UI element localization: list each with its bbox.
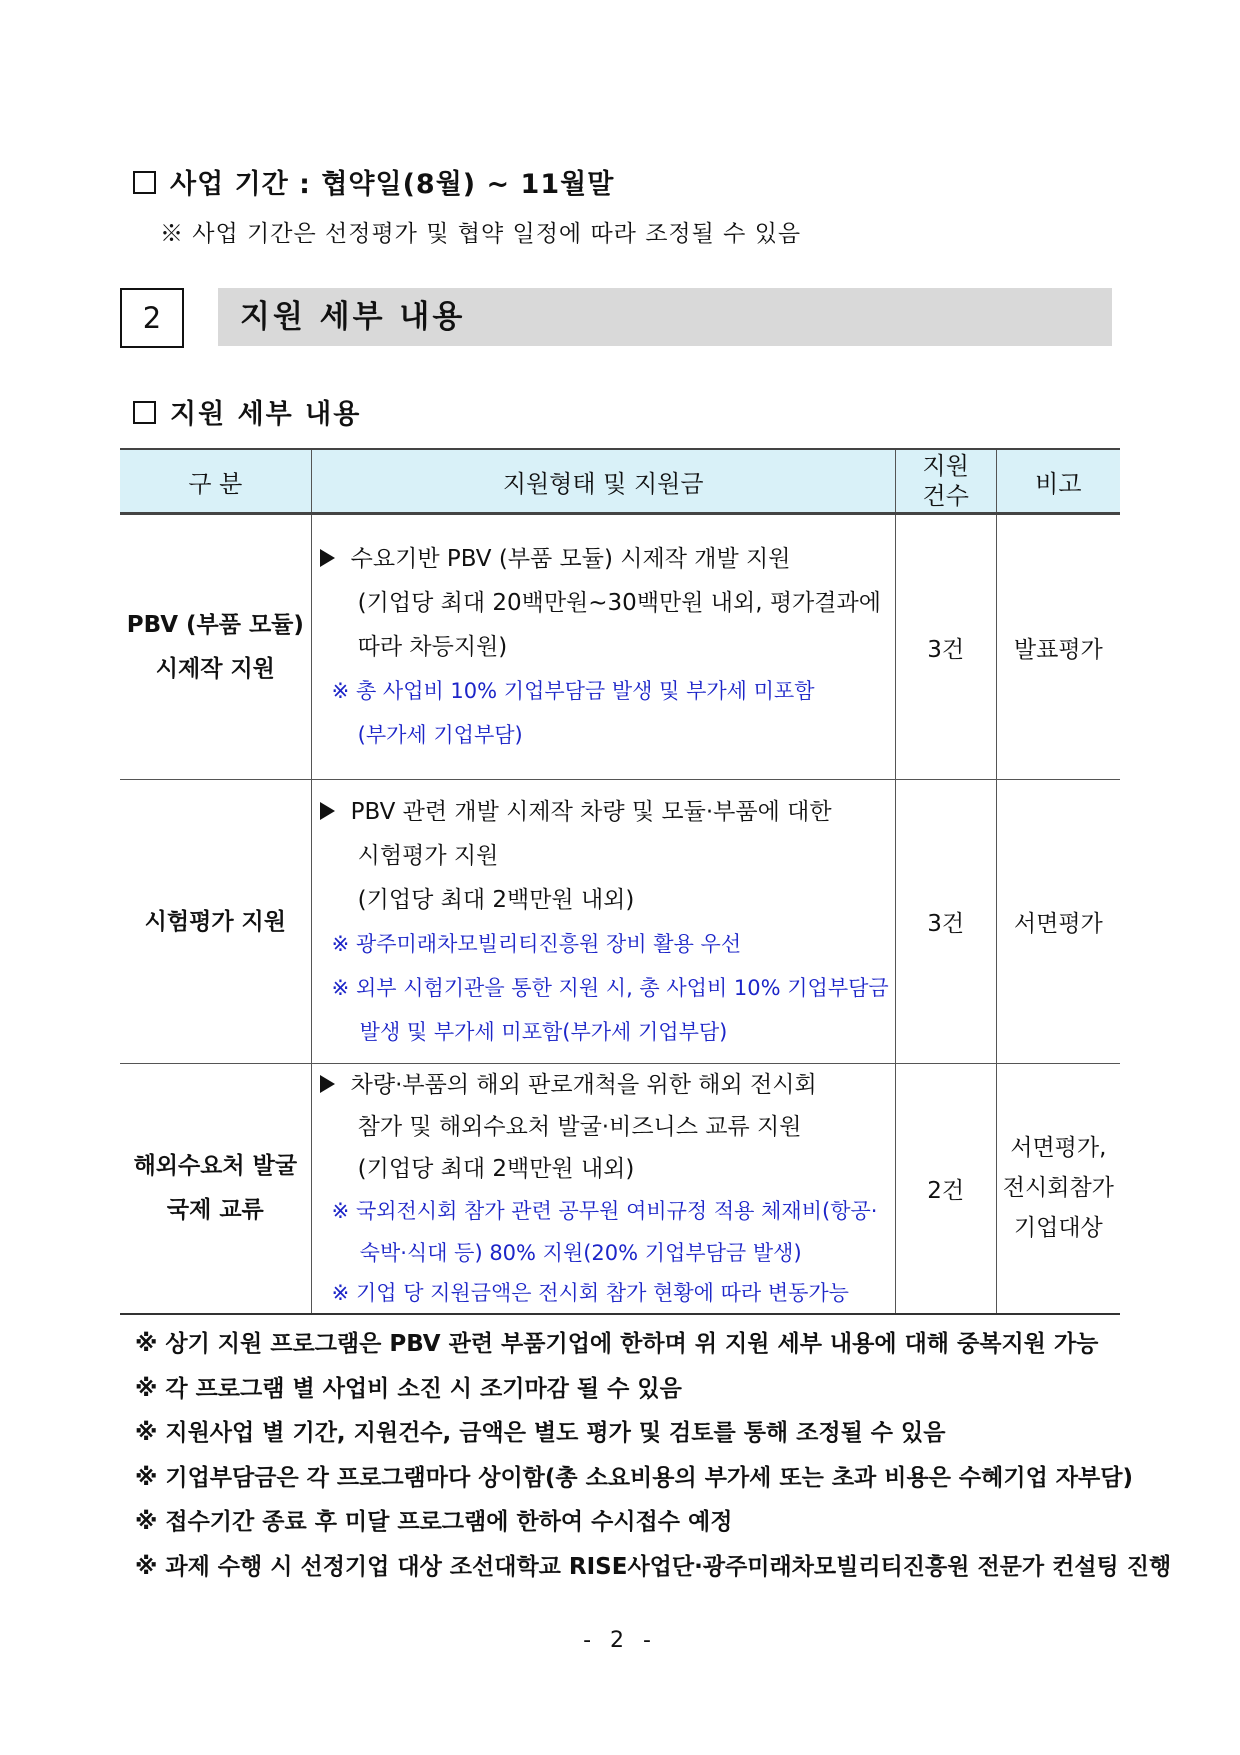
category-line: 해외수요처 발굴 [133, 1153, 298, 1180]
note-item: ※ 각 프로그램 별 사업비 소진 시 조기마감 될 수 있음 [135, 1375, 682, 1402]
header-remark: 비고 [996, 449, 1120, 514]
note-line: 숙박·식대 등) 80% 지원(20% 기업부담금 발생) [359, 1241, 802, 1266]
notes-list [135, 1322, 1171, 1589]
row-remark: 서면평가 [996, 780, 1120, 1064]
triangle-bullet-icon [320, 549, 335, 567]
subheading [133, 392, 361, 431]
section-number: 2 [120, 288, 184, 348]
content-line [320, 790, 889, 834]
support-table [120, 448, 1120, 1315]
checkbox-square-icon [133, 171, 156, 194]
remark-line: 서면평가, [1010, 1135, 1107, 1162]
remark-line: 전시회참가 [1002, 1175, 1114, 1202]
note-item: ※ 접수기간 종료 후 미달 프로그램에 한하여 수시접수 예정 [135, 1509, 733, 1535]
project-period [133, 162, 614, 201]
note-item: ※ 기업부담금은 각 프로그램마다 상이함(총 소요비용의 부가세 또는 초과 비용은 수혜기업 자부담) [135, 1464, 1133, 1491]
content-text: 수요기반 PBV (부품 모듈) 시제작 개발 지원 [350, 546, 791, 572]
triangle-bullet-icon [320, 1075, 335, 1093]
row-category [120, 780, 311, 1064]
remark-line: 기업대상 [1013, 1215, 1103, 1242]
triangle-bullet-icon [320, 802, 335, 820]
row-content [311, 1064, 895, 1314]
row-remark: 발표평가 [996, 514, 1120, 780]
row-category [120, 514, 311, 780]
table-row [120, 1064, 1120, 1314]
content-line: (기업당 최대 2백만원 내외) [357, 1156, 635, 1183]
table-row [120, 514, 1120, 780]
row-count: 2건 [895, 1064, 996, 1314]
note-line: ※ 광주미래차모빌리티진흥원 장비 활용 우선 [331, 931, 742, 956]
category-line: PBV (부품 모듈) [126, 612, 304, 638]
subheading-text: 지원 세부 내용 [170, 399, 362, 430]
header-count-line2: 건수 [922, 482, 969, 510]
header-content: 지원형태 및 지원금 [311, 449, 895, 514]
note-item: ※ 상기 지원 프로그램은 PBV 관련 부품기업에 한하며 위 지원 세부 내용에 대해 중복지원 가능 [135, 1331, 1099, 1357]
content-line [320, 1064, 889, 1106]
row-content [311, 514, 895, 780]
row-category [120, 1064, 311, 1314]
header-count [895, 449, 996, 514]
note-line: 발생 및 부가세 미포함(부가세 기업부담) [359, 1019, 728, 1044]
note-line: ※ 기업 당 지원금액은 전시회 참가 현황에 따라 변동가능 [331, 1281, 849, 1306]
table-row [120, 780, 1120, 1064]
note-item: ※ 과제 수행 시 선정기업 대상 조선대학교 RISE사업단·광주미래차모빌리티진흥원 전문가 컨설팅 진행 [135, 1553, 1172, 1580]
category-line: 시험평가 지원 [144, 908, 286, 935]
category-line: 국제 교류 [166, 1197, 264, 1224]
row-content [311, 780, 895, 1064]
note-line: ※ 국외전시회 참가 관련 공무원 여비규정 적용 체재비(항공· [331, 1199, 878, 1224]
content-line [320, 537, 889, 581]
header-category: 구 분 [120, 449, 311, 514]
category-line: 시제작 지원 [155, 656, 275, 682]
row-count: 3건 [895, 780, 996, 1064]
content-line: 시험평가 지원 [357, 842, 499, 869]
project-period-note: ※ 사업 기간은 선정평가 및 협약 일정에 따라 조정될 수 있음 [160, 221, 802, 247]
content-text: PBV 관련 개발 시제작 차량 및 모듈·부품에 대한 [350, 798, 832, 825]
content-line: (기업당 최대 20백만원~30백만원 내외, 평가결과에 [357, 590, 881, 616]
section-title [218, 288, 1112, 346]
note-line: (부가세 기업부담) [357, 723, 523, 747]
note-item: ※ 지원사업 별 기간, 지원건수, 금액은 별도 평가 및 검토를 통해 조정될 수 있음 [135, 1420, 946, 1446]
content-line: 참가 및 해외수요처 발굴·비즈니스 교류 지원 [357, 1114, 802, 1141]
row-remark [996, 1064, 1120, 1314]
content-line: 따라 차등지원) [357, 634, 508, 660]
checkbox-square-icon [133, 401, 156, 424]
table-header-row [120, 449, 1120, 514]
content-line: (기업당 최대 2백만원 내외) [357, 886, 635, 913]
note-line: ※ 외부 시험기관을 통한 지원 시, 총 사업비 10% 기업부담금 [331, 975, 889, 1000]
section-title-text: 지원 세부 내용 [240, 299, 466, 335]
header-count-line1: 지원 [922, 452, 969, 480]
note-line: ※ 총 사업비 10% 기업부담금 발생 및 부가세 미포함 [331, 679, 815, 703]
page-number: - 2 - [583, 1628, 657, 1653]
row-count: 3건 [895, 514, 996, 780]
project-period-text: 사업 기간 : 협약일(8월) ~ 11월말 [170, 169, 615, 200]
content-text: 차량·부품의 해외 판로개척을 위한 해외 전시회 [350, 1072, 817, 1099]
